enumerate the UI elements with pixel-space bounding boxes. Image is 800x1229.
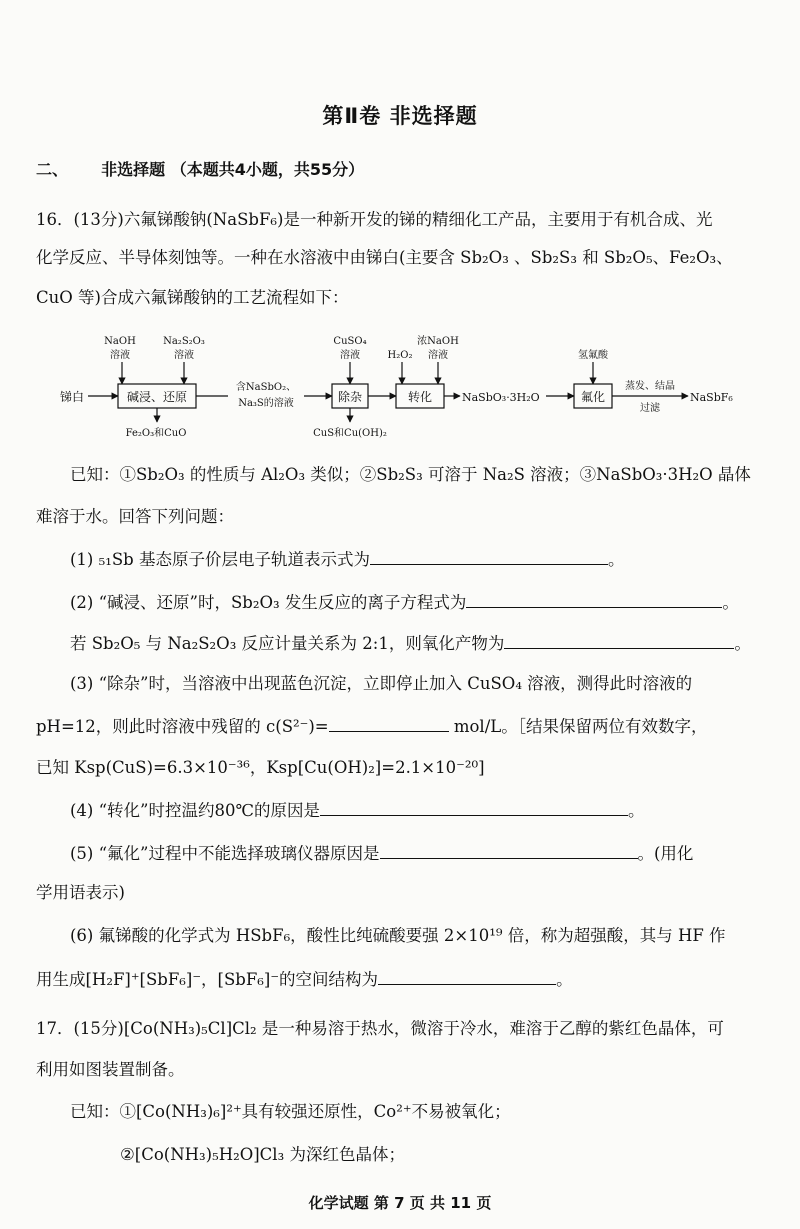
q16-part3-line3: 已知 Ksp(CuS)=6.3×10⁻³⁶，Ksp[Cu(OH)₂]=2.1×10⁻²⁰] — [36, 758, 485, 777]
answer-blank[interactable] — [504, 630, 734, 649]
q16-part2-text: (2) “碱浸、还原”时，Sb₂O₃ 发生反应的离子方程式为 — [70, 593, 467, 612]
q16-part3-line2 — [36, 713, 770, 739]
q17-known2: ②[Co(NH₃)₅H₂O]Cl₃ 为深红色晶体； — [120, 1145, 405, 1164]
process-flow-diagram — [60, 330, 760, 450]
q16-part6-text: 用生成[H₂F]⁺[SbF₆]⁻，[SbF₆]⁻的空间结构为 — [36, 970, 379, 989]
residue1-label: Fe₂O₃和CuO — [125, 428, 187, 439]
q16-part2 — [70, 589, 770, 615]
q17-line2: 利用如图装置制备。 — [36, 1060, 185, 1079]
section-name: 非选择题 — [101, 160, 166, 179]
intermediate2-label: NaSbO₃·3H₂O — [462, 391, 540, 404]
q16-part5 — [70, 840, 770, 866]
reagent-na2s2o3: Na₂S₂O₃ — [163, 336, 205, 347]
q17-line1: 17．(15分)[Co(NH₃)₅Cl]Cl₂ 是一种易溶于热水，微溶于冷水，难溶于乙醇的紫红色晶体，可 — [36, 1019, 724, 1038]
q16-part6-line2 — [36, 966, 770, 992]
period: 。 — [722, 593, 739, 612]
reagent-h2o2: H₂O₂ — [387, 350, 413, 361]
flow-start: 锑白 — [60, 390, 85, 404]
answer-blank[interactable] — [466, 589, 722, 608]
reagent-na2s2o3-solution: 溶液 — [174, 350, 194, 361]
q16-part2b — [70, 630, 770, 656]
page-title: 第Ⅱ卷 非选择题 — [322, 104, 478, 128]
period: 。 — [607, 550, 625, 569]
q16-part1-text: (1) ₅₁Sb 基态原子价层电子轨道表示式为 — [70, 550, 370, 569]
reagent-naoh: NaOH — [104, 336, 136, 347]
period: 。 — [734, 634, 751, 653]
q16-part3-text-a: pH=12，则此时溶液中残留的 c(S²⁻)= — [36, 717, 329, 736]
period: 。 — [556, 970, 573, 989]
answer-blank[interactable] — [329, 713, 449, 732]
intermediate1-line1: 含NaSbO₂、 — [235, 382, 297, 393]
q16-intro-line3: CuO 等)合成六氟锑酸钠的工艺流程如下： — [36, 288, 349, 307]
answer-blank[interactable] — [380, 840, 638, 859]
q16-intro-line2: 化学反应、半导体刻蚀等。一种在水溶液中由锑白(主要含 Sb₂O₃ 、Sb₂S₃ 和 Sb₂O₅、Fe₂O₃、 — [36, 248, 733, 267]
q16-intro-line1: 16．(13分)六氟锑酸钠(NaSbF₆)是一种新开发的锑的精细化工产品，主要用于有机合成、光 — [36, 210, 713, 229]
section-note: （本题共4小题，共55分） — [170, 160, 365, 179]
q16-part3-text-b: mol/L。［结果保留两位有效数字， — [448, 717, 708, 736]
step1-label: 碱浸、还原 — [126, 390, 188, 404]
operation-filter: 过滤 — [640, 403, 660, 414]
q16-part5-text: (5) “氟化”过程中不能选择玻璃仪器原因是 — [70, 844, 380, 863]
reagent-naoh-solution: 溶液 — [110, 350, 130, 361]
section-heading — [36, 158, 770, 182]
q16-part1 — [70, 546, 770, 572]
q16-part5-tail: 。(用化 — [637, 844, 694, 863]
operation-evaporate: 蒸发、结晶 — [625, 381, 675, 392]
q16-known-line2: 难溶于水。回答下列问题： — [36, 507, 234, 526]
period: 。 — [627, 801, 645, 820]
answer-blank[interactable] — [378, 966, 556, 985]
q16-part4 — [70, 797, 770, 823]
reagent-hf: 氢氟酸 — [578, 350, 608, 361]
reagent-conc-naoh: 浓NaOH — [417, 336, 459, 347]
step2-label: 除杂 — [337, 390, 363, 404]
q16-part6-line1: (6) 氟锑酸的化学式为 HSbF₆，酸性比纯硫酸要强 2×10¹⁹ 倍，称为超强酸，其与 HF 作 — [70, 926, 726, 945]
page-footer: 化学试题 第 7 页 共 11 页 — [308, 1194, 492, 1212]
q17-known1: 已知：①[Co(NH₃)₆]²⁺具有较强还原性，Co²⁺不易被氧化； — [70, 1102, 511, 1121]
q16-part2b-text: 若 Sb₂O₅ 与 Na₂S₂O₃ 反应计量关系为 2:1，则氧化产物为 — [70, 634, 505, 653]
intermediate1-line2: Na₃S的溶液 — [238, 398, 294, 409]
reagent-conc-naoh-solution: 溶液 — [428, 350, 448, 361]
step3-label: 转化 — [407, 390, 433, 404]
reagent-cuso4-solution: 溶液 — [340, 350, 360, 361]
q16-known-line1: 已知：①Sb₂O₃ 的性质与 Al₂O₃ 类似；②Sb₂S₃ 可溶于 Na₂S 溶液；③NaSbO₃·3H₂O 晶体 — [70, 465, 751, 484]
step4-label: 氟化 — [580, 390, 606, 404]
answer-blank[interactable] — [320, 797, 628, 816]
reagent-cuso4: CuSO₄ — [333, 336, 367, 347]
product-label: NaSbF₆ — [690, 391, 733, 404]
q16-part5-line2: 学用语表示) — [36, 883, 125, 902]
answer-blank[interactable] — [370, 546, 608, 565]
section-label: 二、 — [36, 160, 69, 179]
q16-part3-line1: (3) “除杂”时，当溶液中出现蓝色沉淀，立即停止加入 CuSO₄ 溶液，测得此时溶液的 — [70, 674, 693, 693]
q16-part4-text: (4) “转化”时控温约80℃的原因是 — [70, 801, 320, 820]
residue2-label: CuS和Cu(OH)₂ — [313, 428, 387, 439]
